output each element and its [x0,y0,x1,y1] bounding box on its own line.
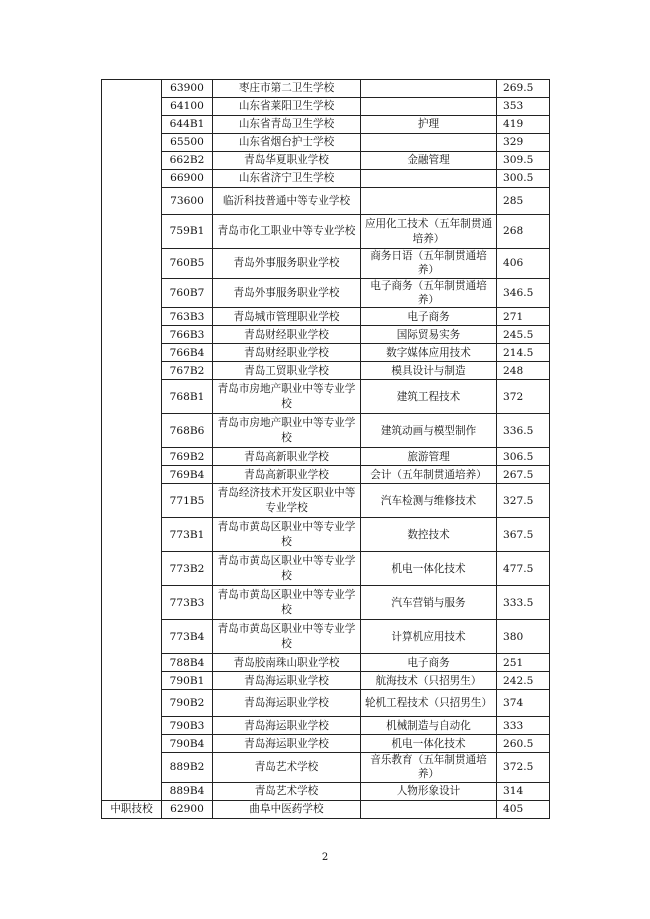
table-row [102,152,550,170]
major-cell [361,188,497,215]
school-cell: 青岛工贸职业学校 [213,362,361,380]
major-cell: 建筑动画与模型制作 [361,414,497,448]
score-cell: 372 [497,380,550,414]
score-cell: 329 [497,134,550,152]
major-cell: 机电一体化技术 [361,552,497,586]
school-cell: 山东省烟台护士学校 [213,134,361,152]
score-cell: 333.5 [497,586,550,620]
school-cell: 青岛城市管理职业学校 [213,308,361,326]
code-cell: 662B2 [162,152,213,170]
school-cell: 青岛艺术学校 [213,782,361,800]
major-cell: 应用化工技术（五年制贯通培养） [361,215,497,249]
code-cell: 790B1 [162,672,213,690]
score-cell: 336.5 [497,414,550,448]
major-cell: 航海技术（只招男生） [361,672,497,690]
school-cell: 青岛外事服务职业学校 [213,278,361,308]
major-cell: 国际贸易实务 [361,326,497,344]
major-cell: 汽车营销与服务 [361,586,497,620]
code-cell: 771B5 [162,484,213,518]
school-cell: 青岛市黄岛区职业中等专业学校 [213,586,361,620]
table-body [102,80,550,819]
school-cell: 青岛海运职业学校 [213,717,361,735]
score-cell: 333 [497,717,550,735]
table-row [102,586,550,620]
table-row [102,484,550,518]
score-cell: 242.5 [497,672,550,690]
table-row [102,466,550,484]
code-cell: 773B3 [162,586,213,620]
code-cell: 760B7 [162,278,213,308]
score-cell: 251 [497,654,550,672]
code-cell: 788B4 [162,654,213,672]
score-cell: 306.5 [497,448,550,466]
table-row [102,654,550,672]
school-cell: 青岛市化工职业中等专业学校 [213,215,361,249]
code-cell: 759B1 [162,215,213,249]
score-cell: 314 [497,782,550,800]
code-cell: 769B4 [162,466,213,484]
school-cell: 青岛市黄岛区职业中等专业学校 [213,518,361,552]
score-cell: 406 [497,249,550,279]
table-row [102,552,550,586]
score-cell: 374 [497,690,550,717]
school-cell: 青岛市房地产职业中等专业学校 [213,380,361,414]
major-cell: 商务日语（五年制贯通培养） [361,249,497,279]
school-cell: 山东省莱阳卫生学校 [213,98,361,116]
score-cell: 268 [497,215,550,249]
school-cell: 青岛财经职业学校 [213,344,361,362]
major-cell: 机电一体化技术 [361,735,497,753]
school-cell: 青岛海运职业学校 [213,690,361,717]
code-cell: 889B2 [162,753,213,783]
score-cell: 353 [497,98,550,116]
major-cell [361,800,497,818]
table-row [102,690,550,717]
major-cell: 电子商务 [361,308,497,326]
code-cell: 889B4 [162,782,213,800]
code-cell: 66900 [162,170,213,188]
school-cell: 青岛海运职业学校 [213,672,361,690]
school-cell: 青岛华夏职业学校 [213,152,361,170]
major-cell: 人物形象设计 [361,782,497,800]
code-cell: 73600 [162,188,213,215]
code-cell: 760B5 [162,249,213,279]
score-cell: 260.5 [497,735,550,753]
school-cell: 青岛市黄岛区职业中等专业学校 [213,552,361,586]
table-row [102,448,550,466]
school-cell: 青岛高新职业学校 [213,448,361,466]
score-cell: 245.5 [497,326,550,344]
school-cell: 青岛市黄岛区职业中等专业学校 [213,620,361,654]
major-cell: 建筑工程技术 [361,380,497,414]
code-cell: 769B2 [162,448,213,466]
major-cell: 计算机应用技术 [361,620,497,654]
score-cell: 269.5 [497,80,550,98]
code-cell: 790B4 [162,735,213,753]
score-cell: 285 [497,188,550,215]
major-cell: 金融管理 [361,152,497,170]
table-row [102,249,550,279]
score-cell: 309.5 [497,152,550,170]
major-cell: 汽车检测与维修技术 [361,484,497,518]
table-row [102,362,550,380]
score-cell: 419 [497,116,550,134]
score-cell: 214.5 [497,344,550,362]
table-row [102,80,550,98]
major-cell [361,170,497,188]
table-row [102,620,550,654]
code-cell: 644B1 [162,116,213,134]
table-row [102,278,550,308]
table-row [102,308,550,326]
admission-score-table [101,79,550,819]
code-cell: 773B1 [162,518,213,552]
school-cell: 临沂科技普通中等专业学校 [213,188,361,215]
school-cell: 山东省青岛卫生学校 [213,116,361,134]
table-row [102,672,550,690]
major-cell: 数字媒体应用技术 [361,344,497,362]
school-cell: 青岛市房地产职业中等专业学校 [213,414,361,448]
major-cell: 模具设计与制造 [361,362,497,380]
score-cell: 346.5 [497,278,550,308]
code-cell: 768B1 [162,380,213,414]
major-cell: 轮机工程技术（只招男生） [361,690,497,717]
score-cell: 405 [497,800,550,818]
major-cell: 机械制造与自动化 [361,717,497,735]
category-cell: 中职技校 [102,800,162,818]
school-cell: 青岛财经职业学校 [213,326,361,344]
code-cell: 768B6 [162,414,213,448]
code-cell: 64100 [162,98,213,116]
score-cell: 248 [497,362,550,380]
major-cell: 音乐教育（五年制贯通培养） [361,753,497,783]
table-row [102,326,550,344]
table-row [102,800,550,818]
table-row [102,380,550,414]
code-cell: 790B3 [162,717,213,735]
score-cell: 271 [497,308,550,326]
major-cell: 电子商务 [361,654,497,672]
school-cell: 山东省济宁卫生学校 [213,170,361,188]
major-cell [361,80,497,98]
table-row [102,98,550,116]
table-row [102,717,550,735]
table-row [102,344,550,362]
table-row [102,753,550,783]
score-cell: 477.5 [497,552,550,586]
code-cell: 763B3 [162,308,213,326]
table-row [102,735,550,753]
school-cell: 青岛经济技术开发区职业中等专业学校 [213,484,361,518]
page-number: 2 [321,852,329,863]
code-cell: 790B2 [162,690,213,717]
score-cell: 300.5 [497,170,550,188]
major-cell [361,98,497,116]
score-cell: 327.5 [497,484,550,518]
major-cell: 护理 [361,116,497,134]
category-cell [102,80,162,801]
code-cell: 773B4 [162,620,213,654]
code-cell: 63900 [162,80,213,98]
school-cell: 枣庄市第二卫生学校 [213,80,361,98]
score-cell: 267.5 [497,466,550,484]
code-cell: 767B2 [162,362,213,380]
code-cell: 62900 [162,800,213,818]
table-row [102,414,550,448]
code-cell: 65500 [162,134,213,152]
score-cell: 380 [497,620,550,654]
code-cell: 773B2 [162,552,213,586]
table-row [102,170,550,188]
score-cell: 367.5 [497,518,550,552]
major-cell: 电子商务（五年制贯通培养） [361,278,497,308]
major-cell: 会计（五年制贯通培养） [361,466,497,484]
table-row [102,518,550,552]
school-cell: 青岛艺术学校 [213,753,361,783]
code-cell: 766B4 [162,344,213,362]
table-row [102,782,550,800]
major-cell: 数控技术 [361,518,497,552]
school-cell: 青岛外事服务职业学校 [213,249,361,279]
major-cell: 旅游管理 [361,448,497,466]
table-row [102,188,550,215]
school-cell: 曲阜中医药学校 [213,800,361,818]
score-cell: 372.5 [497,753,550,783]
major-cell [361,134,497,152]
code-cell: 766B3 [162,326,213,344]
school-cell: 青岛胶南珠山职业学校 [213,654,361,672]
table-row [102,116,550,134]
table-row [102,215,550,249]
school-cell: 青岛海运职业学校 [213,735,361,753]
school-cell: 青岛高新职业学校 [213,466,361,484]
table-row [102,134,550,152]
